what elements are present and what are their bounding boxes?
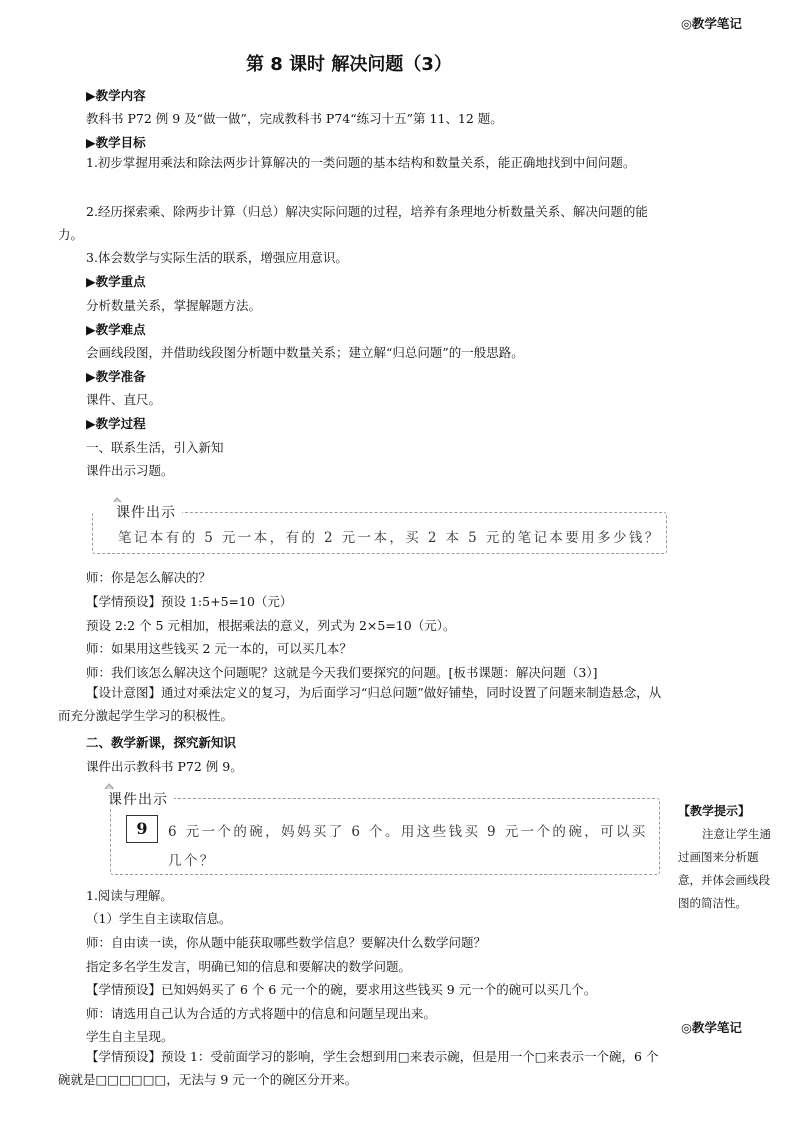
box-2-tab: 课件出示 [86, 789, 174, 809]
teaching-notes-header: ◎教学笔记 [681, 16, 742, 31]
goal-2: 2.经历探索乘、除两步计算（归总）解决实际问题的过程，培养有条理地分析数量关系、解决问题的能力。 [58, 204, 648, 242]
section-heading-difficulty: ▶教学难点 [86, 322, 146, 337]
dialog-2-line-7: 学生自主呈现。 [86, 1029, 174, 1044]
section-heading-process: ▶教学过程 [86, 416, 146, 431]
goal-1: 1.初步掌握用乘法和除法两步计算解决的一类问题的基本结构和数量关系，能正确地找到中间问题。 [86, 155, 636, 170]
dialog-1-line-5: 师：我们该怎么解决这个问题呢？这就是今天我们要探究的问题。[板书课题：解决问题（3）] [86, 665, 598, 680]
dialog-1-line-4: 师：如果用这些钱买 2 元一本的，可以买几本？ [86, 641, 352, 656]
box-2-line-2: 几个？ [168, 853, 216, 869]
dialog-2-line-6: 师：请选用自己认为合适的方式将题中的信息和问题呈现出来。 [86, 1006, 437, 1021]
teaching-tip-title: 【教学提示】 [678, 804, 751, 818]
step-1-heading: 一、联系生活，引入新知 [86, 440, 224, 455]
dialog-2-line-4: 指定多名学生发言，明确已知的信息和要解决的数学问题。 [86, 959, 412, 974]
difficulty-text: 会画线段图，并借助线段图分析题中数量关系；建立解“归总问题”的一般思路。 [86, 345, 524, 360]
dialog-2-line-1: 1.阅读与理解。 [86, 888, 173, 903]
dialog-1-line-2: 【学情预设】预设 1:5+5=10（元） [86, 594, 293, 609]
box-2-line-1: 6 元一个的碗，妈妈买了 6 个。用这些钱买 9 元一个的碗，可以买 [168, 824, 648, 840]
key-text: 分析数量关系，掌握解题方法。 [86, 298, 262, 313]
last-paragraph: 【学情预设】预设 1：受前面学习的影响，学生会想到用□来表示碗，但是用一个□来表示一个碗，6 个碗就是□□□□□□，无法与 9 元一个的碗区分开来。 [58, 1049, 659, 1087]
design-intent: 【设计意图】通过对乘法定义的复习，为后面学习“归总问题”做好铺垫，同时设置了问题来制造悬念，从而充分激起学生学习的积极性。 [58, 685, 662, 723]
box-1-tab: 课件出示 [94, 502, 182, 522]
step-2-show: 课件出示教科书 P72 例 9。 [86, 759, 243, 774]
prep-text: 课件、直尺。 [86, 392, 162, 407]
section-heading-content: ▶教学内容 [86, 88, 146, 103]
section-heading-key: ▶教学重点 [86, 274, 146, 289]
teaching-notes-footer: ◎教学笔记 [681, 1020, 742, 1035]
step-1-show: 课件出示习题。 [86, 463, 174, 478]
example-number-badge: 9 [126, 815, 158, 843]
page-title: 第 8 课时 解决问题（3） [246, 54, 452, 75]
dialog-2-line-3: 师：自由读一读，你从题中能获取哪些数学信息？要解决什么数学问题？ [86, 935, 487, 950]
step-2-heading: 二、教学新课，探究新知识 [86, 735, 237, 750]
content-text: 教科书 P72 例 9 及“做一做”，完成教科书 P74“练习十五”第 11、12 题。 [86, 111, 503, 126]
box-1-text: 笔记本有的 5 元一本，有的 2 元一本，买 2 本 5 元的笔记本要用多少钱？ [118, 530, 661, 546]
teaching-tip-text: 注意让学生通过画图来分析题意，并体会画线段图的简洁性。 [678, 827, 771, 910]
dialog-1-line-1: 师：你是怎么解决的？ [86, 570, 212, 585]
goal-3: 3.体会数学与实际生活的联系，增强应用意识。 [86, 250, 348, 265]
teaching-tip [678, 800, 778, 915]
dialog-1-line-3: 预设 2:2 个 5 元相加，根据乘法的意义，列式为 2×5=10（元）。 [86, 618, 456, 633]
dialog-2-line-2: （1）学生自主读取信息。 [86, 911, 232, 926]
section-heading-goals: ▶教学目标 [86, 135, 146, 150]
dialog-2-line-5: 【学情预设】已知妈妈买了 6 个 6 元一个的碗，要求用这些钱买 9 元一个的碗可以买几个。 [86, 982, 597, 997]
section-heading-prep: ▶教学准备 [86, 369, 146, 384]
